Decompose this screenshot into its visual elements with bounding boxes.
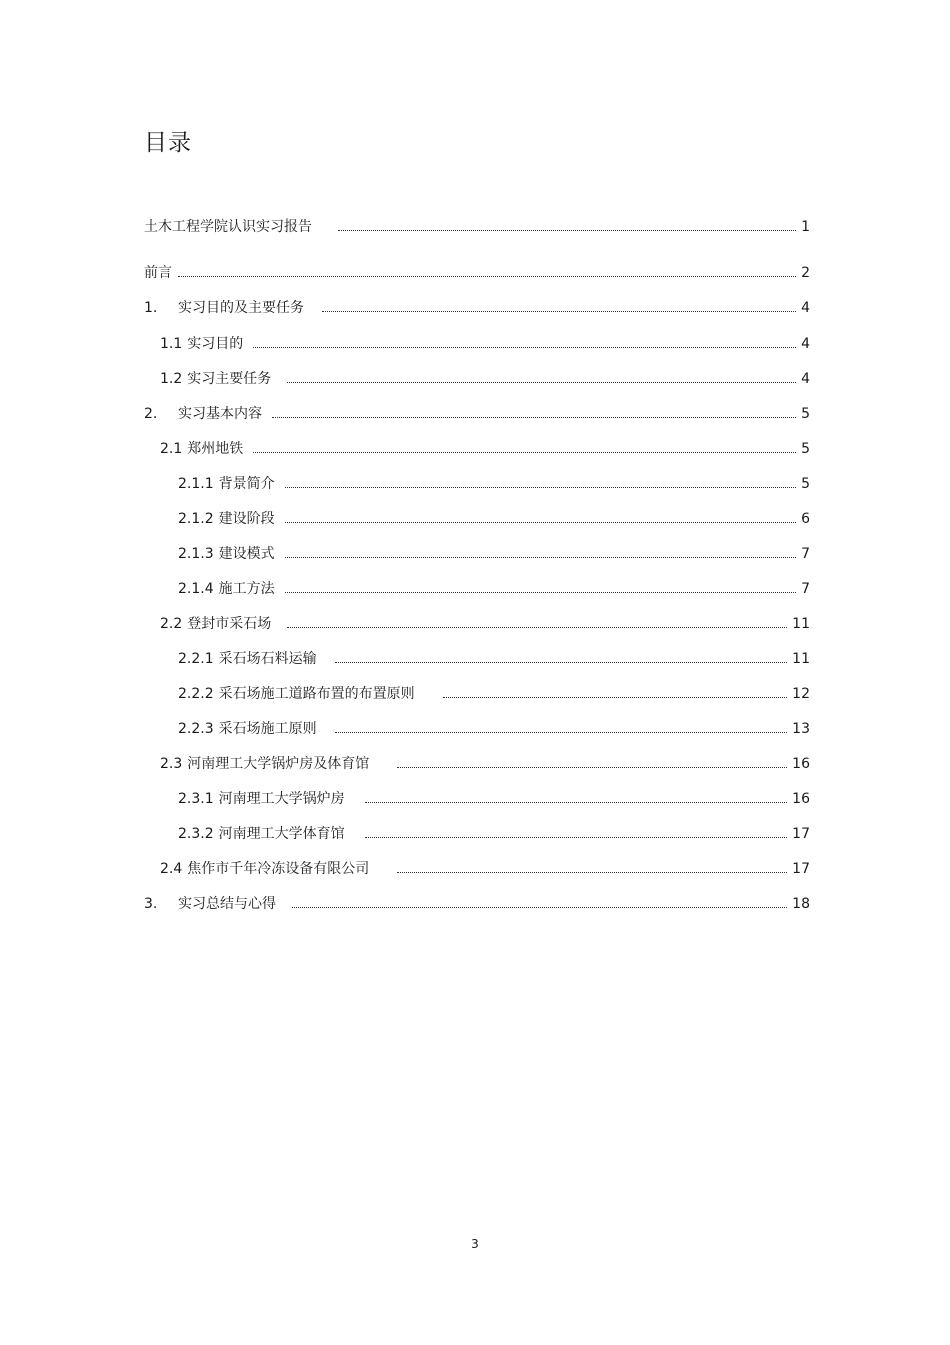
toc-entry[interactable] [144, 405, 810, 423]
toc-entry-number: 2.1.2 [178, 511, 214, 527]
dot-leader [287, 617, 787, 628]
toc-entry-page: 5 [801, 406, 810, 422]
dot-leader [285, 582, 796, 593]
dot-leader [335, 652, 788, 663]
toc-entry-number: 2.1.3 [178, 546, 214, 562]
dot-leader [178, 266, 796, 277]
page-title: 目录 [144, 130, 192, 156]
toc-entry-page: 5 [801, 441, 810, 457]
toc-entry[interactable] [178, 720, 810, 738]
toc-entry[interactable] [178, 475, 810, 493]
toc-entry-title: 河南理工大学锅炉房 [218, 791, 345, 807]
dot-leader [365, 827, 788, 838]
toc-entry-page: 4 [801, 300, 810, 316]
toc-entry[interactable] [144, 264, 810, 282]
toc-entry-page: 6 [801, 511, 810, 527]
toc-entry[interactable] [160, 755, 810, 773]
toc-entry-page: 7 [801, 581, 810, 597]
toc-entry-page: 7 [801, 546, 810, 562]
toc-entry-number: 2.1.4 [178, 581, 214, 597]
toc-entry-title: 背景简介 [218, 476, 275, 492]
toc-entry-page: 16 [792, 791, 810, 807]
toc-entry-title: 河南理工大学体育馆 [218, 826, 345, 842]
dot-leader [272, 407, 796, 418]
toc-entry[interactable] [160, 440, 810, 458]
dot-leader [285, 477, 796, 488]
toc-entry[interactable] [160, 335, 810, 353]
dot-leader [322, 301, 796, 312]
toc-entry-title: 实习基本内容 [178, 406, 262, 422]
toc-entry-number: 3. [144, 896, 158, 912]
toc-entry-number: 2.2.3 [178, 721, 214, 737]
dot-leader [365, 792, 788, 803]
dot-leader [292, 897, 787, 908]
toc-entry-title: 土木工程学院认识实习报告 [144, 219, 312, 235]
dot-leader [338, 220, 796, 231]
toc-entry-title: 实习目的及主要任务 [178, 300, 304, 316]
toc-entry[interactable] [178, 790, 810, 808]
toc-entry-page: 4 [801, 336, 810, 352]
toc-entry-page: 2 [801, 265, 810, 281]
toc-entry[interactable] [178, 510, 810, 528]
toc-entry[interactable] [178, 545, 810, 563]
toc-entry-page: 16 [792, 756, 810, 772]
toc-entry-title: 实习主要任务 [187, 371, 272, 387]
toc-entry-number: 2.2 [160, 616, 183, 632]
toc-entry[interactable] [160, 860, 810, 878]
toc-entry-page: 5 [801, 476, 810, 492]
toc-entry-title: 采石场施工道路布置的布置原则 [218, 686, 415, 702]
toc-entry-number: 1. [144, 300, 158, 316]
toc-entry[interactable] [178, 580, 810, 598]
dot-leader [253, 337, 796, 348]
toc-entry[interactable] [178, 685, 810, 703]
toc-entry-page: 11 [792, 616, 810, 632]
toc-entry-title: 实习总结与心得 [178, 896, 276, 912]
toc-entry-title: 登封市采石场 [187, 616, 272, 632]
toc-entry-number: 2.3.1 [178, 791, 214, 807]
toc-entry[interactable] [144, 299, 810, 317]
dot-leader [253, 442, 796, 453]
dot-leader [443, 687, 788, 698]
toc-entry-number: 2.2.2 [178, 686, 214, 702]
toc-entry[interactable] [160, 615, 810, 633]
toc-entry[interactable] [178, 650, 810, 668]
toc-entry[interactable] [160, 370, 810, 388]
toc-entry-page: 18 [792, 896, 810, 912]
toc-entry-page: 17 [792, 861, 810, 877]
dot-leader [397, 757, 787, 768]
toc-entry-number: 2.4 [160, 861, 183, 877]
toc-entry-title: 郑州地铁 [187, 441, 244, 457]
toc-entry-title: 建设阶段 [218, 511, 275, 527]
toc-entry-title: 河南理工大学锅炉房及体育馆 [187, 756, 370, 772]
toc-entry-number: 1.1 [160, 336, 183, 352]
toc-entry-page: 4 [801, 371, 810, 387]
dot-leader [285, 512, 796, 523]
toc-entry-title: 采石场石料运输 [218, 651, 317, 667]
toc-entry-page: 11 [792, 651, 810, 667]
toc-entry[interactable] [144, 218, 810, 236]
toc-entry-title: 施工方法 [218, 581, 275, 597]
toc-entry-page: 13 [792, 721, 810, 737]
toc-entry-title: 焦作市千年冷冻设备有限公司 [187, 861, 370, 877]
dot-leader [285, 547, 796, 558]
toc-entry-title: 建设模式 [218, 546, 275, 562]
toc-entry-page: 12 [792, 686, 810, 702]
toc-entry-number: 2.3.2 [178, 826, 214, 842]
toc-entry[interactable] [144, 895, 810, 913]
toc-entry-page: 17 [792, 826, 810, 842]
toc-entry-number: 2.1 [160, 441, 183, 457]
toc-entry-title: 实习目的 [187, 336, 244, 352]
toc-entry-number: 1.2 [160, 371, 183, 387]
page-number: 3 [471, 1237, 479, 1251]
toc-entry[interactable] [178, 825, 810, 843]
toc-entry-title: 前言 [144, 265, 172, 281]
toc-entry-number: 2.2.1 [178, 651, 214, 667]
toc-entry-number: 2. [144, 406, 158, 422]
dot-leader [287, 372, 796, 383]
toc-entry-page: 1 [801, 219, 810, 235]
toc-entry-number: 2.1.1 [178, 476, 214, 492]
dot-leader [397, 862, 787, 873]
toc-entry-number: 2.3 [160, 756, 183, 772]
dot-leader [335, 722, 788, 733]
toc-entry-title: 采石场施工原则 [218, 721, 317, 737]
